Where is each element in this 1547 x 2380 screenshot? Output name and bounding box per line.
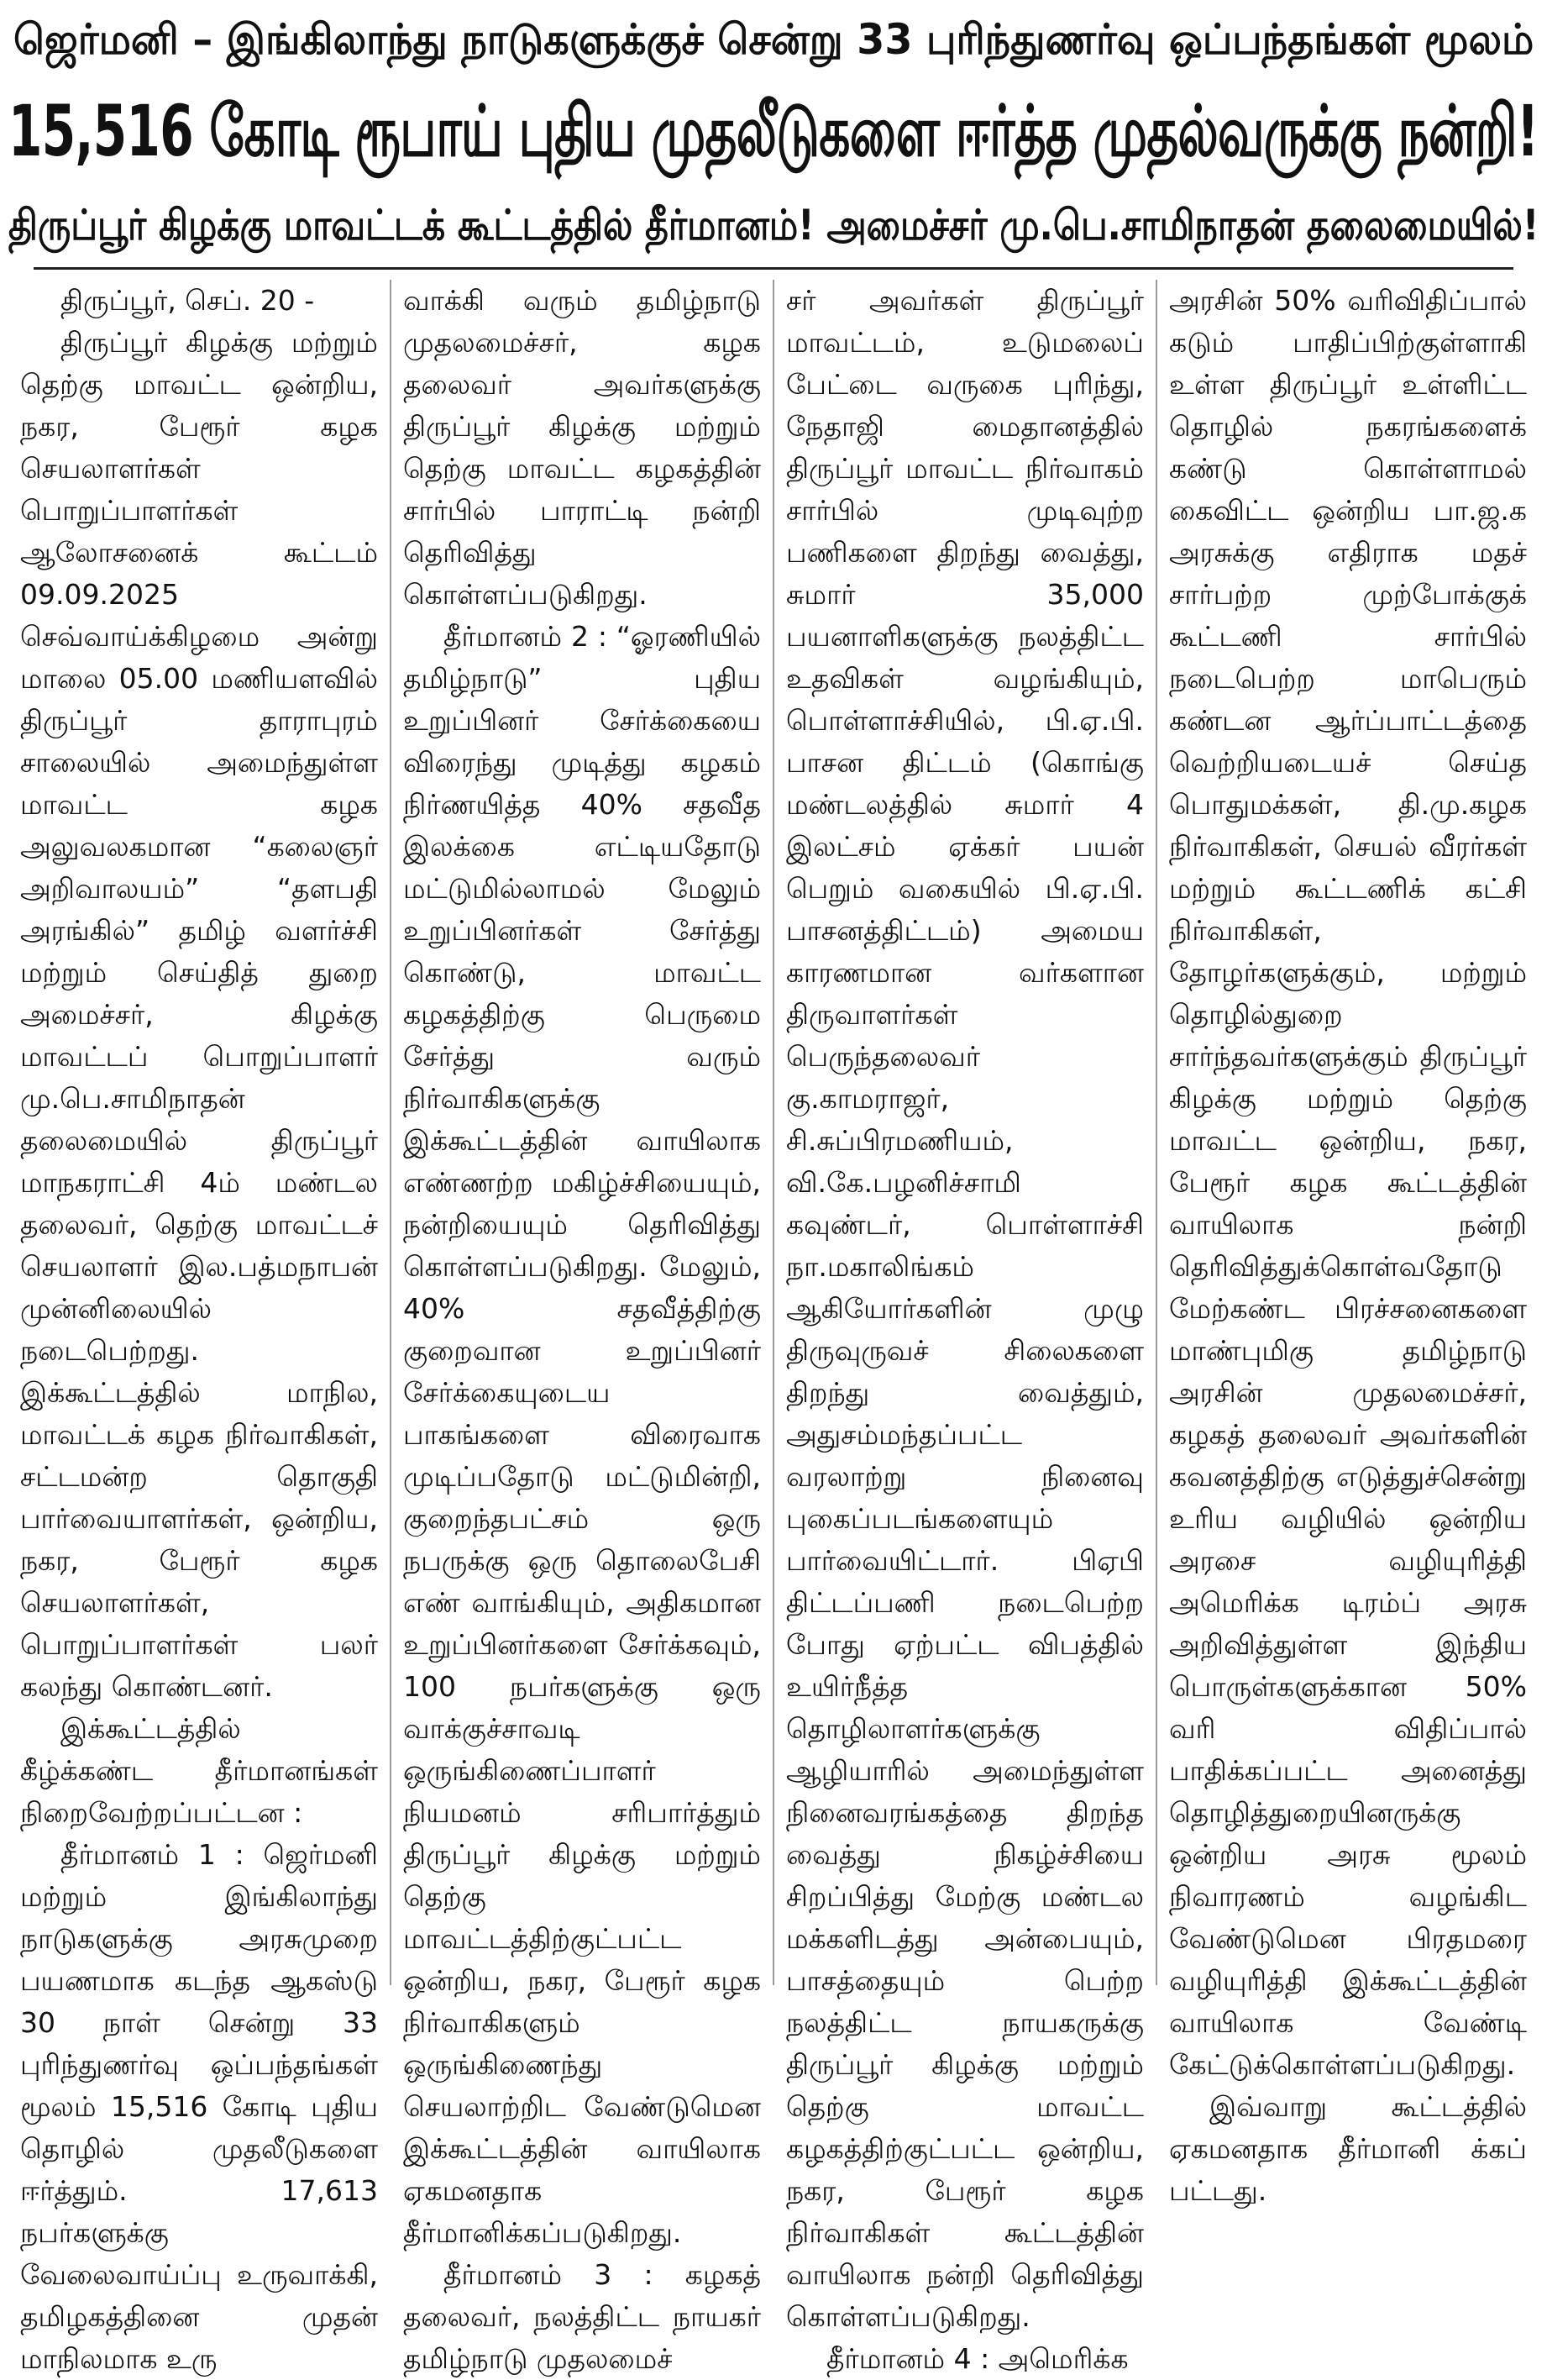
column-2 — [390, 280, 773, 2375]
paragraph: தீர்மானம் 2 : “ஓரணியில் தமிழ்நாடு” புதிய உறுப்பினர் சேர்க்கையை விரைந்து முடித்து கழகம் நிர்ணயித்த 40% சதவீத இலக்கை எட்டியதோடு மட்டுமில்லாமல் மேலும் உறுப்பினர்கள் சேர்த்து கொண்டு, மாவட்ட கழகத்திற்கு பெருமை சேர்த்து வரும் நிர்வாகிகளுக்கு இக்கூட்டத்தின் வாயிலாக எண்ணற்ற மகிழ்ச்சியையும், நன்றியையும் தெரிவித்து கொள்ளப்படுகிறது. மேலும், 40% சதவீத்திற்கு குறைவான உறுப்பினர் சேர்க்கையுடைய பாகங்களை விரைவாக முடிப்பதோடு மட்டுமின்றி, குறைந்தபட்சம் ஒரு நபருக்கு ஒரு தொலைபேசி எண் வாங்கியும், அதிகமான உறுப்பினர்களை சேர்க்கவும், 100 நபர்களுக்கு ஒரு வாக்குச்சாவடி ஒருங்கிணைப்பாளர் நியமனம் சரிபார்த்தும் திருப்பூர் கிழக்கு மற்றும் தெற்கு மாவட்டத்திற்குட்பட்ட ஒன்றிய, நகர, பேரூர் கழக நிர்வாகிகளும் ஒருங்கிணைந்து செயலாற்றிட வேண்டுமென இக்கூட்டத்தின் வாயிலாக ஏகமனதாக தீர்மானிக்கப்படுகிறது. — [403, 620, 761, 2249]
dateline: திருப்பூர், செப். 20 - — [60, 284, 315, 317]
paragraph: தீர்மானம் 3 : கழகத் தலைவர், நலத்திட்ட நாயகர் தமிழ்நாடு முதலமைச் — [403, 2258, 761, 2375]
divider — [34, 267, 1513, 270]
column-1 — [8, 280, 390, 2375]
kicker-line: ஜெர்மனி – இங்கிலாந்து நாடுகளுக்குச் சென்று 33 புரிந்துணர்வு ஒப்பந்தங்கள் மூலம் — [13, 15, 1534, 64]
paragraph: வாக்கி வரும் தமிழ்நாடு முதலமைச்சர், கழக தலைவர் அவர்களுக்கு திருப்பூர் கிழக்கு மற்றும் தெற்கு மாவட்ட கழகத்தின் சார்பில் பாராட்டி நன்றி தெரிவித்து கொள்ளப்படுகிறது. — [403, 284, 761, 611]
article-body — [8, 280, 1539, 2375]
subheadline: திருப்பூர் கிழக்கு மாவட்டக் கூட்டத்தில் தீர்மானம்! அமைச்சர் மு.பெ.சாமிநாதன் தலைமையில்! — [8, 201, 1539, 250]
column-3 — [773, 280, 1156, 2375]
paragraph: இவ்வாறு கூட்டத்தில் ஏகமனதாக தீர்மானி க்கப் பட்டது. — [1169, 2090, 1527, 2207]
paragraph: இக்கூட்டத்தில் கீழ்க்கண்ட தீர்மானங்கள் நிறைவேற்றப்பட்டன : — [20, 1712, 378, 1829]
paragraph: அரசின் 50% வரிவிதிப்பால் கடும் பாதிப்பிற்குள்ளாகி உள்ள திருப்பூர் உள்ளிட்ட தொழில் நகரங்களைக் கண்டு கொள்ளாமல் கைவிட்ட ஒன்றிய பா.ஜ.க அரசுக்கு எதிராக மதச் சார்பற்ற முற்போக்குக் கூட்டணி சார்பில் நடைபெற்ற மாபெரும் கண்டன ஆர்ப்பாட்டத்தை வெற்றியடையச் செய்த பொதுமக்கள், தி.மு.கழக நிர்வாகிகள், செயல் வீரர்கள் மற்றும் கூட்டணிக் கட்சி நிர்வாகிகள், தோழர்களுக்கும், மற்றும் தொழில்துறை சார்ந்தவர்களுக்கும் திருப்பூர் கிழக்கு மற்றும் தெற்கு மாவட்ட ஒன்றிய, நகர, பேரூர் கழக கூட்டத்தின் வாயிலாக நன்றி தெரிவித்துக்கொள்வதோடு மேற்கண்ட பிரச்சனைகளை மாண்புமிகு தமிழ்நாடு அரசின் முதலமைச்சர், கழகத் தலைவர் அவர்களின் கவனத்திற்கு எடுத்துச்சென்று உரிய வழியில் ஒன்றிய அரசை வழியுரித்தி அமெரிக்க டிரம்ப் அரசு அறிவித்துள்ள இந்திய பொருள்களுக்கான 50% வரி விதிப்பால் பாதிக்கப்பட்ட அனைத்து தொழித்துறையினருக்கு ஒன்றிய அரசு மூலம் நிவாரணம் வழங்கிட வேண்டுமென பிரதமரை வழியுரித்தி இக்கூட்டத்தின் வாயிலாக வேண்டி கேட்டுக்கொள்ளப்படுகிறது. — [1169, 284, 1527, 2081]
paragraph: திருப்பூர் கிழக்கு மற்றும் தெற்கு மாவட்ட ஒன்றிய, நகர, பேரூர் கழக செயலாளர்கள் பொறுப்பாளர்கள் ஆலோசனைக் கூட்டம் 09.09.2025 செவ்வாய்க்கிழமை அன்று மாலை 05.00 மணியளவில் திருப்பூர் தாராபுரம் சாலையில் அமைந்துள்ள மாவட்ட கழக அலுவலகமான “கலைஞர் அறிவாலயம்” “தளபதி அரங்கில்” தமிழ் வளர்ச்சி மற்றும் செய்தித் துறை அமைச்சர், கிழக்கு மாவட்டப் பொறுப்பாளர் மு.பெ.சாமிநாதன் தலைமையில் திருப்பூர் மாநகராட்சி 4ம் மண்டல தலைவர், தெற்கு மாவட்டச் செயலாளர் இல.பத்மநாபன் முன்னிலையில் நடைபெற்றது. இக்கூட்டத்தில் மாநில, மாவட்டக் கழக நிர்வாகிகள், சட்டமன்ற தொகுதி பார்வையாளர்கள், ஒன்றிய, நகர, பேரூர் கழக செயலாளர்கள், பொறுப்பாளர்கள் பலர் கலந்து கொண்டனர். — [20, 326, 378, 1703]
paragraph: தீர்மானம் 1 : ஜெர்மனி மற்றும் இங்கிலாந்து நாடுகளுக்கு அரசுமுறை பயணமாக கடந்த ஆகஸ்டு 30 நாள் சென்று 33 புரிந்துணர்வு ஒப்பந்தங்கள் மூலம் 15,516 கோடி புதிய தொழில் முதலீடுகளை ஈர்த்தும். 17,613 நபர்களுக்கு வேலைவாய்ப்பு உருவாக்கி, தமிழகத்தினை முதன் மாநிலமாக உரு — [20, 1838, 378, 2375]
column-4 — [1156, 280, 1539, 2207]
headline: 15,516 கோடி ரூபாய் புதிய முதலீடுகளை ஈர்த்த முதல்வருக்கு நன்றி! — [8, 90, 1539, 172]
paragraph: தீர்மானம் 4 : அமெரிக்க — [826, 2342, 1129, 2375]
paragraph: சர் அவர்கள் திருப்பூர் மாவட்டம், உடுமலைப் பேட்டை வருகை புரிந்து, நேதாஜி மைதானத்தில் திருப்பூர் மாவட்ட நிர்வாகம் சார்பில் முடிவுற்ற பணிகளை திறந்து வைத்து, சுமார் 35,000 பயனாளிகளுக்கு நலத்திட்ட உதவிகள் வழங்கியும், பொள்ளாச்சியில், பி.ஏ.பி. பாசன திட்டம் (கொங்கு மண்டலத்தில் சுமார் 4 இலட்சம் ஏக்கர் பயன் பெறும் வகையில் பி.ஏ.பி. பாசனத்திட்டம்) அமைய காரணமான வர்களான திருவாளர்கள் பெருந்தலைவர் கு.காமராஜர், சி.சுப்பிரமணியம், வி.கே.பழனிச்சாமி கவுண்டர், பொள்ளாச்சி நா.மகாலிங்கம் ஆகியோர்களின் முழு திருவுருவச் சிலைகளை திறந்து வைத்தும், அதுசம்மந்தப்பட்ட வரலாற்று நினைவு புகைப்படங்களையும் பார்வையிட்டார். பிஏபி திட்டப்பணி நடைபெற்ற போது ஏற்பட்ட விபத்தில் உயிர்நீத்த தொழிலாளர்களுக்கு ஆழியாரில் அமைந்துள்ள நினைவரங்கத்தை திறந்த வைத்து நிகழ்ச்சியை சிறப்பித்து மேற்கு மண்டல மக்களிடத்து அன்பையும், பாசத்தையும் பெற்ற நலத்திட்ட நாயகருக்கு திருப்பூர் கிழக்கு மற்றும் தெற்கு மாவட்ட கழகத்திற்குட்பட்ட ஒன்றிய, நகர, பேரூர் கழக நிர்வாகிகள் கூட்டத்தின் வாயிலாக நன்றி தெரிவித்து கொள்ளப்படுகிறது. — [786, 284, 1144, 2333]
